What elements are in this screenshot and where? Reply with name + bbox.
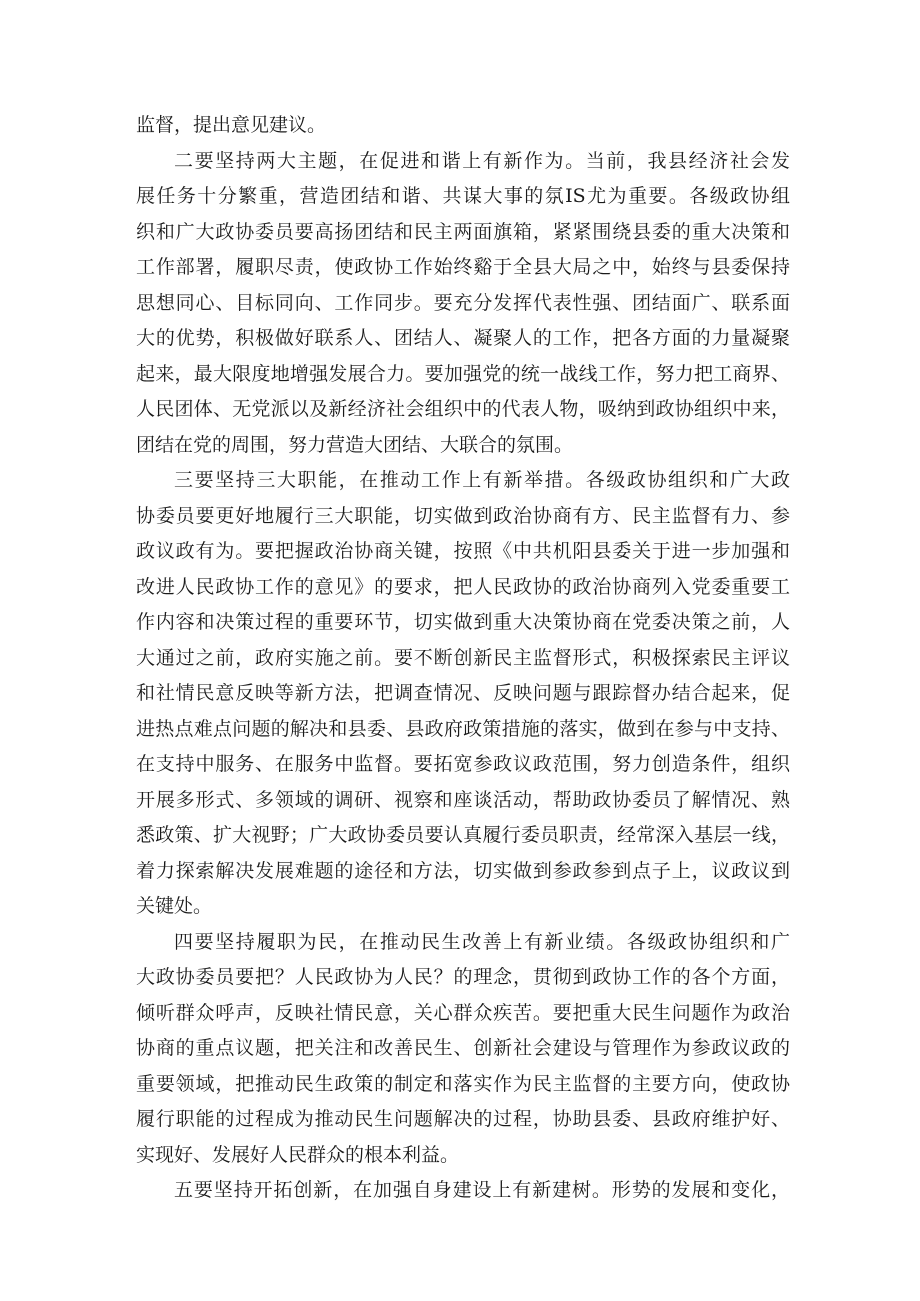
text-line: 监督，提出意见建议。 — [136, 114, 327, 136]
text-line: 开展多形式、多领域的调研、视察和座谈活动，帮助政协委员了解情况、熟 — [136, 788, 790, 811]
text-line: 团结在党的周围，努力营造大团结、大联合的氛围。 — [136, 433, 574, 456]
text-line: 起来，最大限度地增强发展合力。要加强党的统一战线工作，努力把工商界、 — [136, 362, 790, 385]
text-line: 倾听群众呼声，反映社情民意，关心群众疾苦。要把重大民生问题作为政治 — [136, 1001, 790, 1024]
text-line: 进热点难点问题的解决和县委、县政府政策措施的落实，做到在参与中支持、 — [136, 717, 790, 740]
text-line: 大政协委员要把？人民政协为人民？的理念，贯彻到政协工作的各个方面， — [136, 966, 790, 988]
text-line: 作内容和决策过程的重要环节，切实做到重大决策协商在党委决策之前，人 — [136, 611, 790, 633]
text-line: 关键处。 — [136, 895, 213, 917]
paragraph-start-line: 四要坚持履职为民，在推动民生改善上有新业绩。各级政协组织和广 — [174, 930, 790, 953]
text-line: 在支持中服务、在服务中监督。要拓宽参政议政范围，努力创造条件，组织 — [136, 753, 790, 775]
paragraph-start-line: 五要坚持开拓创新，在加强自身建设上有新建树。形势的发展和变化， — [174, 1179, 790, 1201]
text-line: 履行职能的过程成为推动民生问题解决的过程，协助县委、县政府维护好、 — [136, 1108, 790, 1130]
text-line: 织和广大政协委员要高扬团结和民主两面旗箱，紧紧围绕县委的重大决策和 — [136, 220, 790, 243]
document-body — [136, 108, 790, 1209]
text-line: 着力探索解决发展难题的途径和方法，切实做到参政参到点子上，议政议到 — [136, 859, 790, 882]
text-line: 思想同心、目标同向、工作同步。要充分发挥代表性强、团结面广、联系面 — [136, 291, 790, 314]
text-line: 和社情民意反映等新方法，把调查情况、反映问题与跟踪督办结合起来，促 — [136, 682, 790, 704]
text-line: 大的优势，积极做好联系人、团结人、凝聚人的工作，把各方面的力量凝聚 — [136, 327, 790, 349]
text-line: 协商的重点议题，把关注和改善民生、创新社会建设与管理作为参政议政的 — [136, 1037, 790, 1059]
text-line: 实现好、发展好人民群众的根本利益。 — [136, 1143, 460, 1166]
paragraph-start-line: 三要坚持三大职能，在推动工作上有新举措。各级政协组织和广大政 — [174, 469, 790, 491]
text-line: 政议政有为。要把握政治协商关键，按照《中共机阳县委关于进一步加强和 — [136, 540, 790, 562]
text-line: 改进人民政协工作的意见》的要求，把人民政协的政治协商列入党委重要工 — [136, 575, 790, 598]
text-line: 重要领域，把推动民生政策的制定和落实作为民主监督的主要方向，使政协 — [136, 1072, 790, 1095]
text-line: 展任务十分繁重，营造团结和谐、共谋大事的氛IS尤为重要。各级政协组 — [136, 185, 790, 207]
text-line: 人民团体、无党派以及新经济社会组织中的代表人物，吸纳到政协组织中来， — [136, 398, 790, 420]
paragraph-start-line: 二要坚持两大主题，在促进和谐上有新作为。当前，我县经济社会发 — [174, 149, 790, 172]
text-line: 协委员要更好地履行三大职能，切实做到政治协商有方、民主监督有力、参 — [136, 504, 790, 527]
text-line: 大通过之前，政府实施之前。要不断创新民主监督形式，积极探索民主评议 — [136, 646, 790, 669]
text-line: 悉政策、扩大视野；广大政协委员要认真履行委员职责，经常深入基层一线， — [136, 824, 790, 846]
text-line: 工作部署，履职尽责，使政协工作始终谿于全县大局之中，始终与县委保持 — [136, 256, 790, 278]
